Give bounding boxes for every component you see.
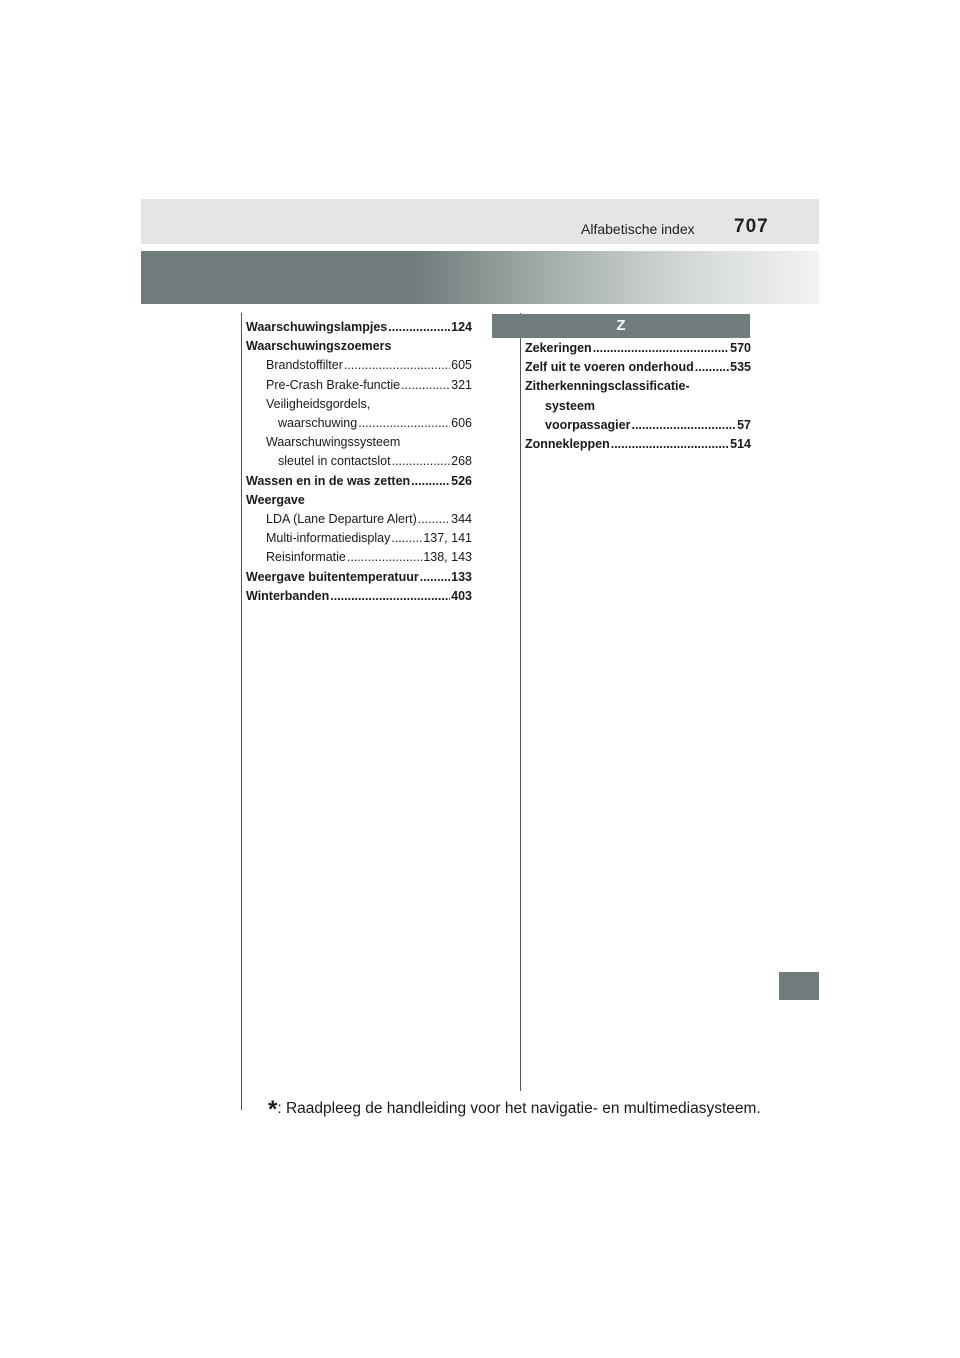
index-column-right: [525, 339, 751, 454]
entry-page-number: 606: [451, 416, 472, 431]
index-entry: [246, 568, 472, 587]
leader-dots: [330, 587, 450, 606]
entry-page-number: 403: [451, 588, 472, 603]
entry-label: sleutel in contactslot: [278, 454, 391, 469]
index-entry: [246, 529, 472, 548]
index-entry: [525, 416, 751, 435]
entry-label: Waarschuwingssysteem: [266, 435, 401, 450]
index-entry: [246, 587, 472, 606]
entry-page-number: 605: [451, 358, 472, 373]
entry-label: Reisinformatie: [266, 550, 346, 565]
index-entry: [525, 339, 751, 358]
index-entry: [246, 491, 472, 510]
entry-label: Brandstoffilter: [266, 358, 343, 373]
index-entry: [246, 510, 472, 529]
index-entry: [525, 435, 751, 454]
entry-page-number: 321: [451, 377, 472, 392]
entry-label: systeem: [545, 398, 596, 413]
header-title: Alfabetische index: [581, 221, 695, 237]
index-entry: [525, 397, 751, 416]
leader-dots: [358, 414, 450, 433]
left-column-rule: [241, 313, 242, 1110]
entry-label: Waarschuwingszoemers: [246, 339, 392, 354]
index-entry: [246, 376, 472, 395]
index-entry: [246, 548, 472, 567]
index-entry: [246, 395, 472, 414]
leader-dots: [611, 435, 729, 454]
entry-label: Wassen en in de was zetten: [246, 473, 411, 488]
entry-label: Zekeringen: [525, 341, 592, 355]
entry-page-number: 138, 143: [423, 550, 472, 565]
index-entry: [246, 318, 472, 337]
thumb-index-tab: [779, 972, 819, 1000]
section-letter-bar: Z: [492, 314, 750, 338]
header-band: [141, 199, 819, 244]
entry-label: LDA (Lane Departure Alert): [266, 512, 417, 527]
entry-label: Zelf uit te voeren onderhoud: [525, 360, 694, 375]
entry-page-number: 133: [451, 569, 472, 584]
leader-dots: [420, 568, 450, 587]
leader-dots: [418, 510, 450, 529]
leader-dots: [593, 339, 729, 358]
leader-dots: [388, 318, 450, 337]
footnote-marker: *: [268, 1096, 278, 1123]
index-entry: [246, 433, 472, 452]
leader-dots: [347, 548, 422, 567]
entry-page-number: 526: [451, 473, 472, 488]
entry-label: Winterbanden: [246, 588, 330, 603]
index-entry: [246, 472, 472, 491]
index-entry: [525, 377, 751, 396]
index-column-left: [246, 318, 472, 606]
entry-label: Zonnekleppen: [525, 437, 610, 452]
leader-dots: [344, 356, 450, 375]
index-entry: [525, 358, 751, 377]
leader-dots: [392, 452, 451, 471]
index-entry: [246, 356, 472, 375]
leader-dots: [401, 376, 450, 395]
entry-label: Weergave buitentemperatuur: [246, 569, 419, 584]
index-entry: [246, 337, 472, 356]
entry-page-number: 57: [737, 417, 751, 432]
page-number: 707: [734, 216, 769, 237]
index-entry: [246, 414, 472, 433]
entry-label: Multi-informatiedisplay: [266, 531, 391, 546]
entry-page-number: 137, 141: [423, 531, 472, 546]
footnote: [268, 1096, 761, 1124]
middle-column-rule: [520, 313, 521, 1091]
leader-dots: [391, 529, 422, 548]
entry-label: Veiligheidsgordels,: [266, 396, 371, 411]
leader-dots: [695, 358, 729, 377]
entry-label: Zitherkenningsclassificatie-: [525, 379, 690, 394]
entry-label: Weergave: [246, 492, 305, 507]
entry-page-number: 535: [730, 360, 751, 375]
entry-page-number: 514: [730, 437, 751, 452]
entry-label: voorpassagier: [545, 417, 631, 432]
leader-dots: [631, 416, 736, 435]
entry-label: Pre-Crash Brake-functie: [266, 377, 401, 392]
entry-label: Waarschuwingslampjes: [246, 320, 388, 334]
entry-page-number: 344: [451, 512, 472, 527]
decorative-gradient-band: [141, 251, 819, 304]
entry-page-number: 268: [451, 454, 472, 469]
entry-label: waarschuwing: [278, 416, 358, 431]
entry-page-number: 124: [451, 320, 472, 334]
footnote-text: : Raadpleeg de handleiding voor het navigatie- en multimediasysteem.: [277, 1100, 761, 1117]
entry-page-number: 570: [730, 341, 751, 355]
index-entry: [246, 452, 472, 471]
leader-dots: [411, 472, 450, 491]
